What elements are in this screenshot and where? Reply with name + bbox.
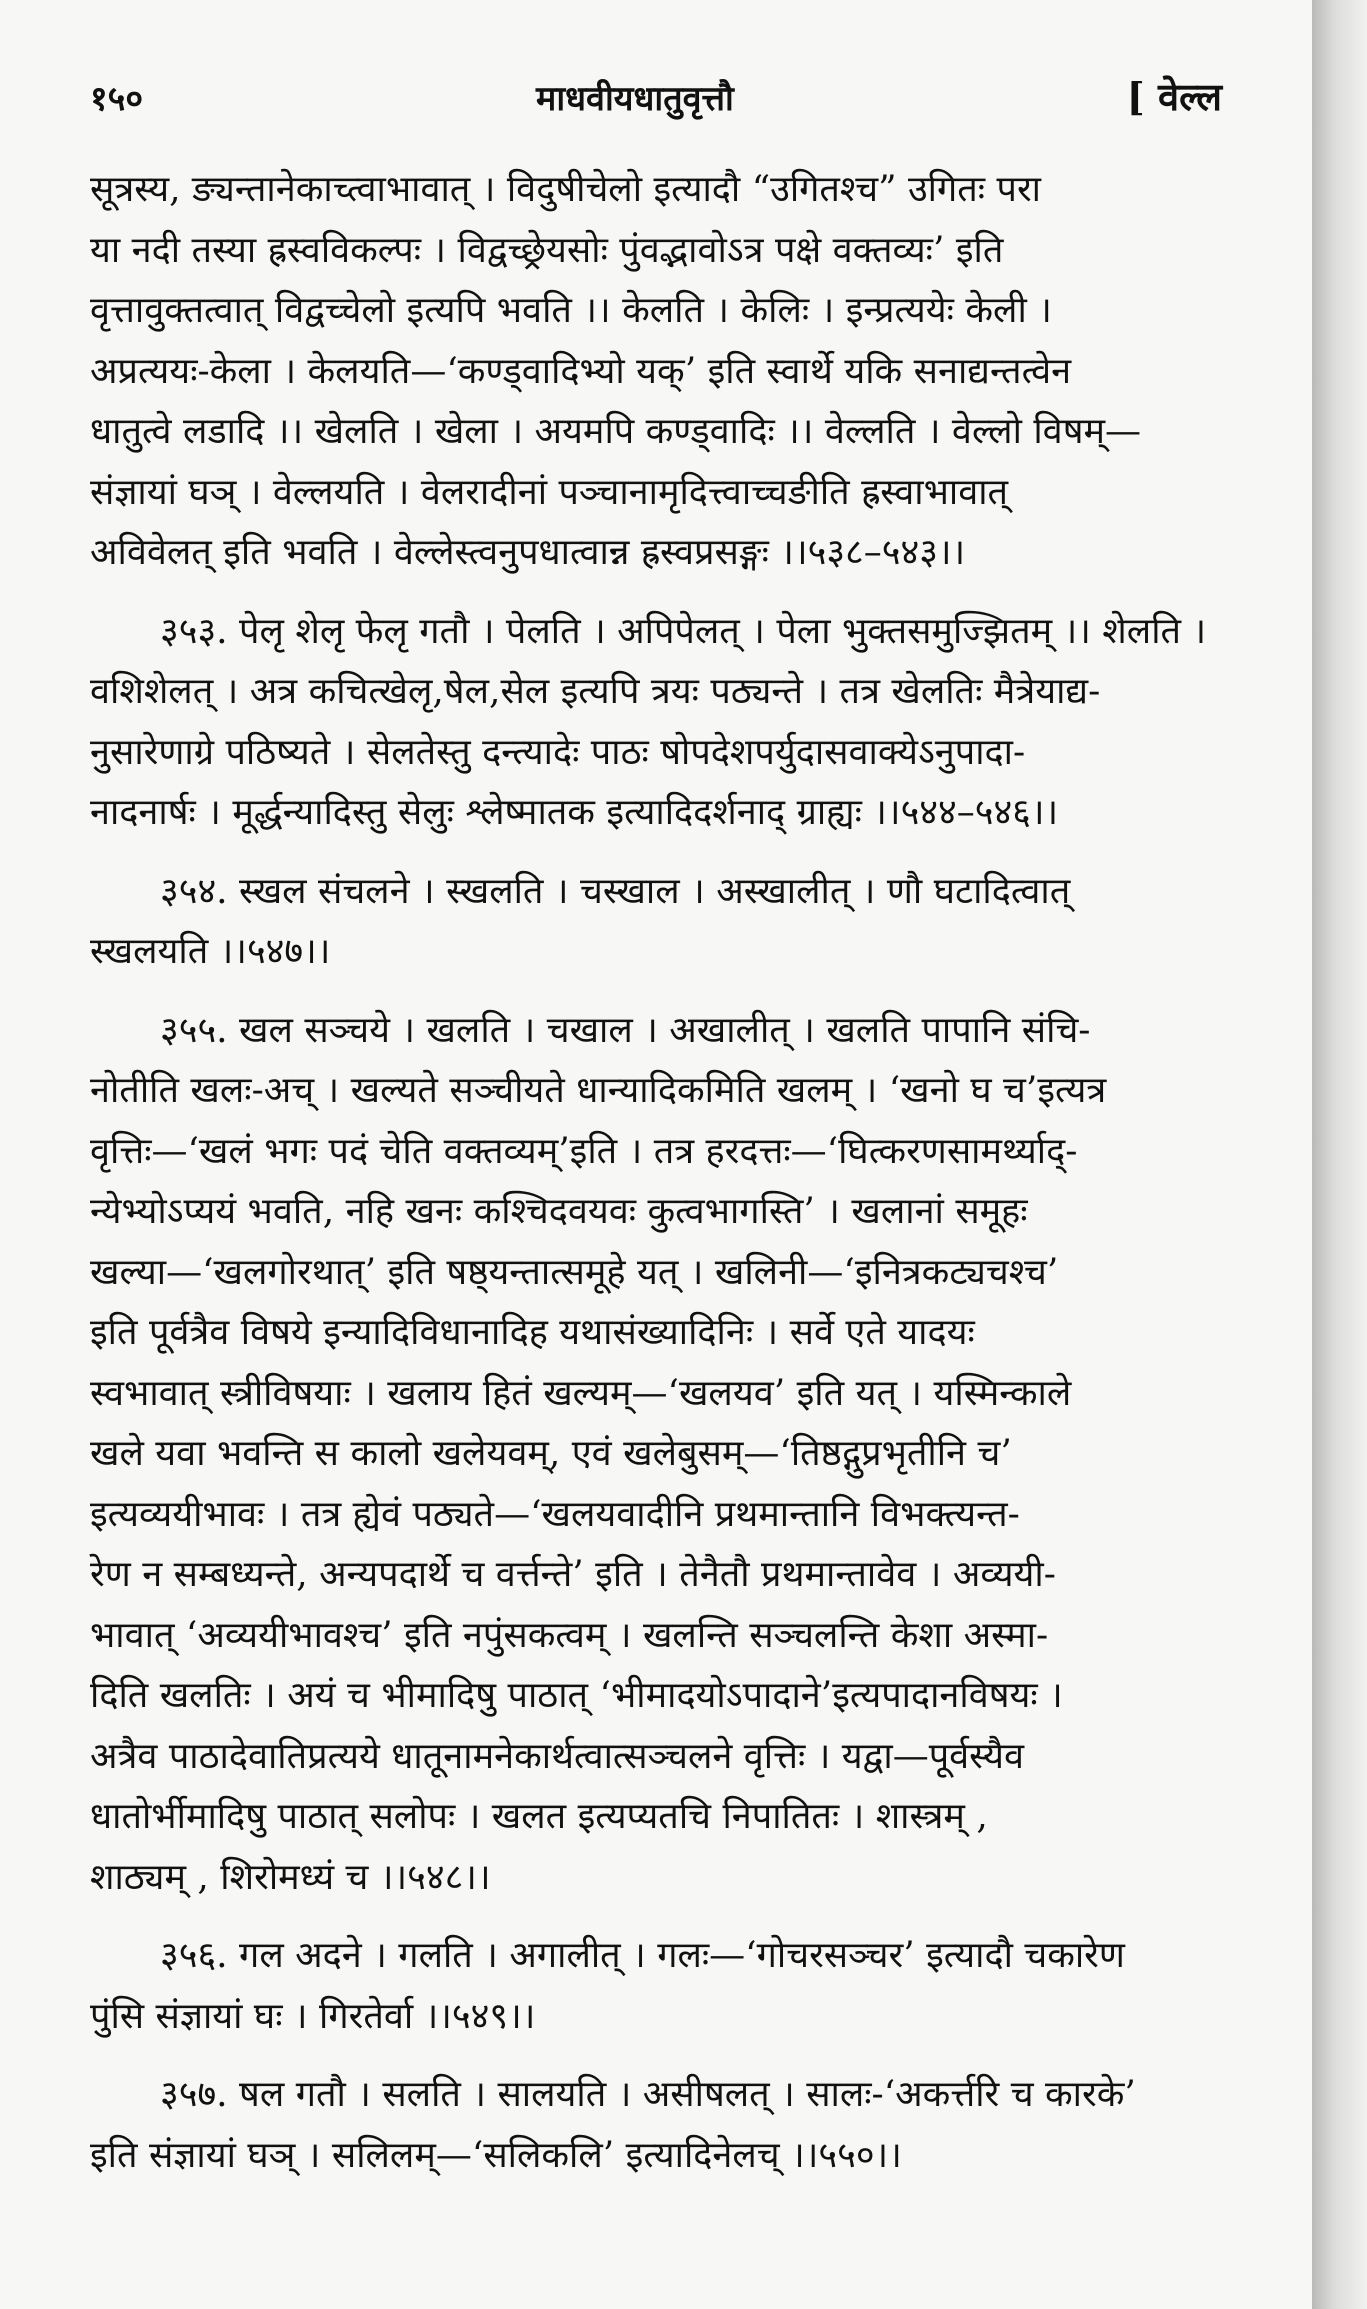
text-line: धातुत्वे लडादि ।। खेलति । खेला । अयमपि कण्ड्वादिः ।। वेल्लति । वेल्लो विषम्— — [90, 411, 1142, 452]
text-line: वृत्तिः—‘खलं भगः पदं चेति वक्तव्यम्’इति । तत्र हरदत्तः—‘घित्करणसामर्थ्याद्- — [90, 1130, 1078, 1172]
text-line: शाठ्यम् , शिरोमध्यं च ।।५४८।। — [90, 1856, 491, 1898]
text-line: नुसारेणाग्रे पठिष्यते । सेलतेस्तु दन्त्यादेः पाठः षोपदेशपर्युदासवाक्येऽनुपादा- — [90, 731, 1026, 773]
paragraph-356 — [90, 1926, 1222, 2047]
text-line: इत्यव्ययीभावः । तत्र ह्येवं पठ्यते—‘खलयवादीनि प्रथमान्तानि विभक्त्यन्त- — [90, 1493, 1020, 1535]
text-line: भावात् ‘अव्ययीभावश्च’ इति नपुंसकत्वम् । खलन्ति सञ्चलन्ति केशा अस्मा- — [90, 1614, 1049, 1656]
text-line: न्येभ्योऽप्ययं भवति, नहि खनः कश्चिदवयवः कुत्वभागस्ति’ । खलानां समूहः — [90, 1191, 1028, 1232]
running-title: माधवीयधातुवृत्तौ — [536, 79, 734, 119]
text-line: नादनार्षः । मूर्द्धन्यादिस्तु सेलुः श्लेष्मातक इत्यादिदर्शनाद् ग्राह्यः ।।५४४–५४६।। — [90, 792, 1059, 833]
text-line: वशिशेलत् । अत्र कचित्खेलृ,षेल,सेल इत्यपि त्रयः पठ्यन्ते । तत्र खेलतिः मैत्रेयाद्य- — [90, 671, 1101, 712]
text-line: ३५४. स्खल संचलने । स्खलति । चस्खाल । अस्खालीत् । णौ घटादित्वात् — [160, 870, 1071, 912]
text-line: ३५६. गल अदने । गलति । अगालीत् । गलः—‘गोचरसञ्चर’ इत्यादौ चकारेण — [160, 1935, 1125, 1976]
paragraph-353 — [90, 602, 1222, 844]
text-line: इति संज्ञायां घञ् । सलिलम्—‘सलिकलि’ इत्यादिनेलच् ।।५५०।। — [90, 2134, 902, 2176]
text-line: धातोर्भीमादिषु पाठात् सलोपः । खलत इत्यप्यतचि निपातितः । शास्त्रम् , — [90, 1796, 988, 1837]
text-line: अप्रत्ययः-केला । केलयति—‘कण्ड्वादिभ्यो यक्’ इति स्वार्थे यकि सनाद्यन्तत्वेन — [90, 350, 1072, 392]
text-line: सूत्रस्य, ङ्यन्तानेकाच्त्वाभावात् । विदुषीचेलो इत्यादौ “उगितश्च” उगितः परा — [90, 169, 1041, 210]
text-line: अविवेलत् इति भवति । वेल्लेस्त्वनुपधात्वान्न ह्रस्वप्रसङ्गः ।।५३८–५४३।। — [90, 532, 966, 573]
paragraph-355 — [90, 1001, 1222, 1909]
page-header — [90, 70, 1222, 122]
text-line: संज्ञायां घञ् । वेल्लयति । वेलरादीनां पञ्चानामृदित्त्वाच्चङीति ह्रस्वाभावात् — [90, 471, 1009, 513]
section-marker: [ वेल्ल — [1126, 74, 1222, 119]
text-line: पुंसि संज्ञायां घः । गिरतेर्वा ।।५४९।। — [90, 1995, 536, 2037]
text-line: या नदी तस्या ह्रस्वविकल्पः । विद्वच्छ्रेयसोः पुंवद्भावोऽत्र पक्षे वक्तव्यः’ इति — [90, 229, 1004, 271]
text-line: स्वभावात् स्त्रीविषयाः । खलाय हितं खल्यम्—‘खलयव’ इति यत् । यस्मिन्काले — [90, 1372, 1072, 1414]
text-line: अत्रैव पाठादेवातिप्रत्यये धातूनामनेकार्थत्वात्सञ्चलने वृत्तिः । यद्वा—पूर्वस्यैव — [90, 1735, 1025, 1777]
text-line: खल्या—‘खलगोरथात्’ इति षष्ठ्यन्तात्समूहे यत् । खलिनी—‘इनित्रकट्यचश्च’ — [90, 1251, 1059, 1293]
page-body — [90, 160, 1222, 2186]
text-line: रेण न सम्बध्यन्ते, अन्यपदार्थे च वर्त्तन्ते’ इति । तेनैतौ प्रथमान्तावेव । अव्ययी- — [90, 1554, 1056, 1595]
text-line: स्खलयति ।।५४७।। — [90, 931, 331, 972]
page-number: १५० — [90, 79, 144, 119]
text-line: ३५५. खल सञ्चये । खलति । चखाल । अखालीत् । खलति पापानि संचि- — [160, 1009, 1091, 1051]
text-line: ३५७. षल गतौ । सलति । सालयति । असीषलत् । सालः-‘अकर्त्तरि च कारके’ — [160, 2074, 1136, 2115]
text-line: नोतीति खलः-अच् । खल्यते सञ्चीयते धान्यादिकमिति खलम् । ‘खनो घ च’इत्यत्र — [90, 1070, 1107, 1111]
paragraph-357 — [90, 2065, 1222, 2186]
page-edge-shadow — [1312, 0, 1367, 2309]
text-line: दिति खलतिः । अयं च भीमादिषु पाठात् ‘भीमादयोऽपादाने’इत्यपादानविषयः । — [90, 1675, 1063, 1716]
text-line: ३५३. पेलृ शेलृ फेलृ गतौ । पेलति । अपिपेलत् । पेला भुक्तसमुज्झितम् ।। शेलति । — [160, 610, 1207, 652]
paragraph-354 — [90, 862, 1222, 983]
text-line: इति पूर्वत्रैव विषये इन्यादिविधानादिह यथासंख्यादिनिः । सर्वे एते यादयः — [90, 1312, 975, 1353]
text-line: वृत्तावुक्तत्वात् विद्वच्चेलो इत्यपि भवति ।। केलति । केलिः । इन्प्रत्ययेः केली । — [90, 290, 1052, 331]
paragraph — [90, 160, 1222, 584]
text-line: खले यवा भवन्ति स कालो खलेयवम्, एवं खलेबुसम्—‘तिष्ठद्गुप्रभृतीनि च’ — [90, 1433, 1012, 1474]
